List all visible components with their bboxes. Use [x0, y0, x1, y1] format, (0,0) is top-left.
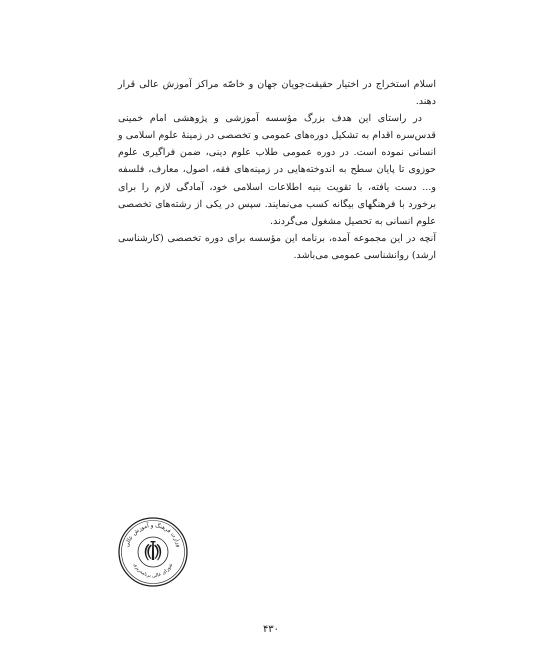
seal-text-inner: شورای عالی برنامه‌ریزی: [131, 562, 175, 580]
svg-text:شورای عالی برنامه‌ریزی: [132, 563, 174, 579]
page-number: ۴۳۰: [262, 624, 280, 635]
body-text: [118, 76, 436, 264]
paragraph-3: آنچه در این مجموعه آمده، برنامه این مؤسسه برای دوره تخصصی (کارشناسی ارشد) روانشناسی عمومی می‌باشد.: [118, 232, 436, 261]
paragraph-2: در راستای این هدف بزرگ مؤسسه آموزشی و پژوهشی امام خمینی قدس‌سره اقدام به تشکیل دوره‌های عمومی و تخصصی در زمینهٔ علوم اسلامی و انسانی نموده است. در دوره عمومی طلاب علوم دینی، ضمن فراگیری علوم حوزوی تا پایان سطح به اندوخته‌هایی در زمینه‌های فقه، اصول، معارف، فلسفه و... دست یافته، با تقویت بنیه اطلاعات اسلامی خود، آمادگی لازم را برای برخورد با فرهنگهای بیگانه کسب می‌نمایند. سپس در یکی از رشته‌های تخصصی علوم انسانی به تحصیل مشغول می‌گردند.: [118, 113, 436, 227]
seal-text-outer: وزارت فرهنگ و آموزش عالی: [124, 522, 182, 548]
seal-graphic: [117, 516, 189, 588]
paragraph-1: اسلام استخراج در اختیار حقیقت‌جویان جهان و خاصّه مراکز آموزش عالی قرار دهند.: [118, 79, 436, 108]
official-seal: [117, 516, 189, 588]
iran-emblem-icon: [145, 541, 161, 561]
